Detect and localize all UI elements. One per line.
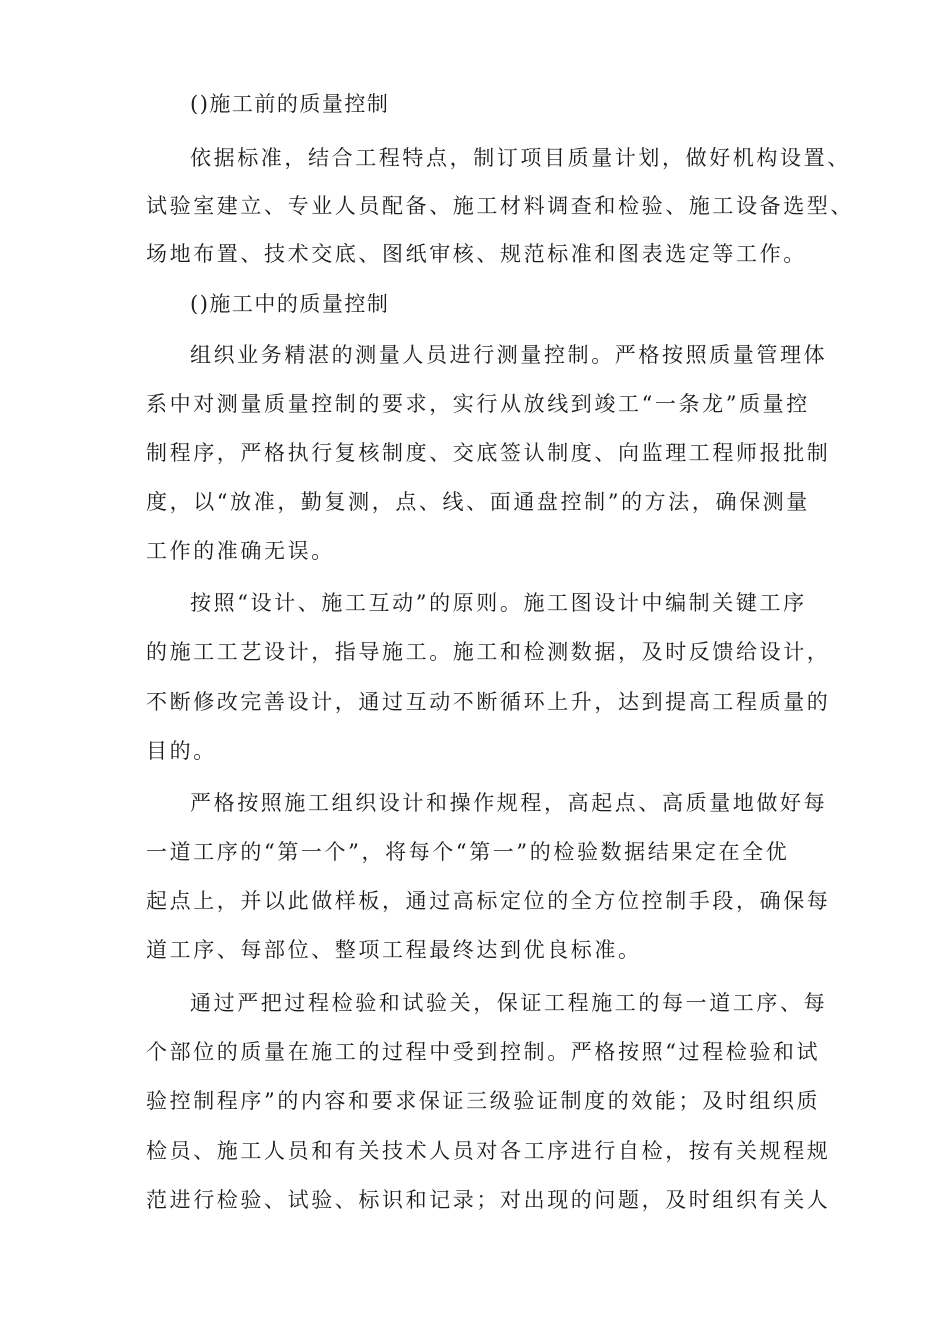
- paragraph-line: 严格按照施工组织设计和操作规程，高起点、高质量地做好每: [190, 791, 828, 815]
- paragraph-line: 不断修改完善设计，通过互动不断循环上升，达到提高工程质量的: [146, 690, 831, 714]
- paragraph-line: 系中对测量质量控制的要求，实行从放线到竣工“一条龙”质量控: [146, 392, 810, 416]
- paragraph-line: 度，以“放准，勤复测，点、线、面通盘控制”的方法，确保测量: [146, 490, 810, 514]
- paragraph-line: 一道工序的“第一个”，将每个“第一”的检验数据结果定在全优: [146, 840, 790, 864]
- paragraph-line: 制程序，严格执行复核制度、交底签认制度、向监理工程师报批制: [146, 441, 831, 465]
- paragraph-line: 目的。: [146, 739, 217, 763]
- section-heading-pre-construction: ()施工前的质量控制: [190, 92, 390, 116]
- paragraph-line: 检员、施工人员和有关技术人员对各工序进行自检，按有关规程规: [146, 1139, 831, 1163]
- paragraph-line: 工作的准确无误。: [146, 539, 335, 563]
- paragraph-line: 通过严把过程检验和试验关，保证工程施工的每一道工序、每: [190, 991, 828, 1015]
- paragraph-line: 道工序、每部位、整项工程最终达到优良标准。: [146, 938, 642, 962]
- paragraph-line: 场地布置、技术交底、图纸审核、规范标准和图表选定等工作。: [146, 242, 807, 266]
- paragraph-line: 组织业务精湛的测量人员进行测量控制。严格按照质量管理体: [190, 343, 828, 367]
- paragraph-line: 起点上，并以此做样板，通过高标定位的全方位控制手段，确保每: [146, 889, 831, 913]
- paragraph-line: 试验室建立、专业人员配备、施工材料调查和检验、施工设备选型、: [146, 194, 854, 218]
- paragraph-line: 个部位的质量在施工的过程中受到控制。严格按照“过程检验和试: [146, 1040, 821, 1064]
- paragraph-line: 依据标准，结合工程特点，制订项目质量计划，做好机构设置、: [190, 146, 851, 170]
- paragraph-line: 按照“设计、施工互动”的原则。施工图设计中编制关键工序: [190, 591, 807, 615]
- paragraph-line: 的施工工艺设计，指导施工。施工和检测数据，及时反馈给设计，: [146, 640, 831, 664]
- paragraph-line: 验控制程序”的内容和要求保证三级验证制度的效能；及时组织质: [146, 1089, 821, 1113]
- section-heading-during-construction: ()施工中的质量控制: [190, 292, 390, 316]
- paragraph-line: 范进行检验、试验、标识和记录；对出现的问题，及时组织有关人: [146, 1188, 831, 1212]
